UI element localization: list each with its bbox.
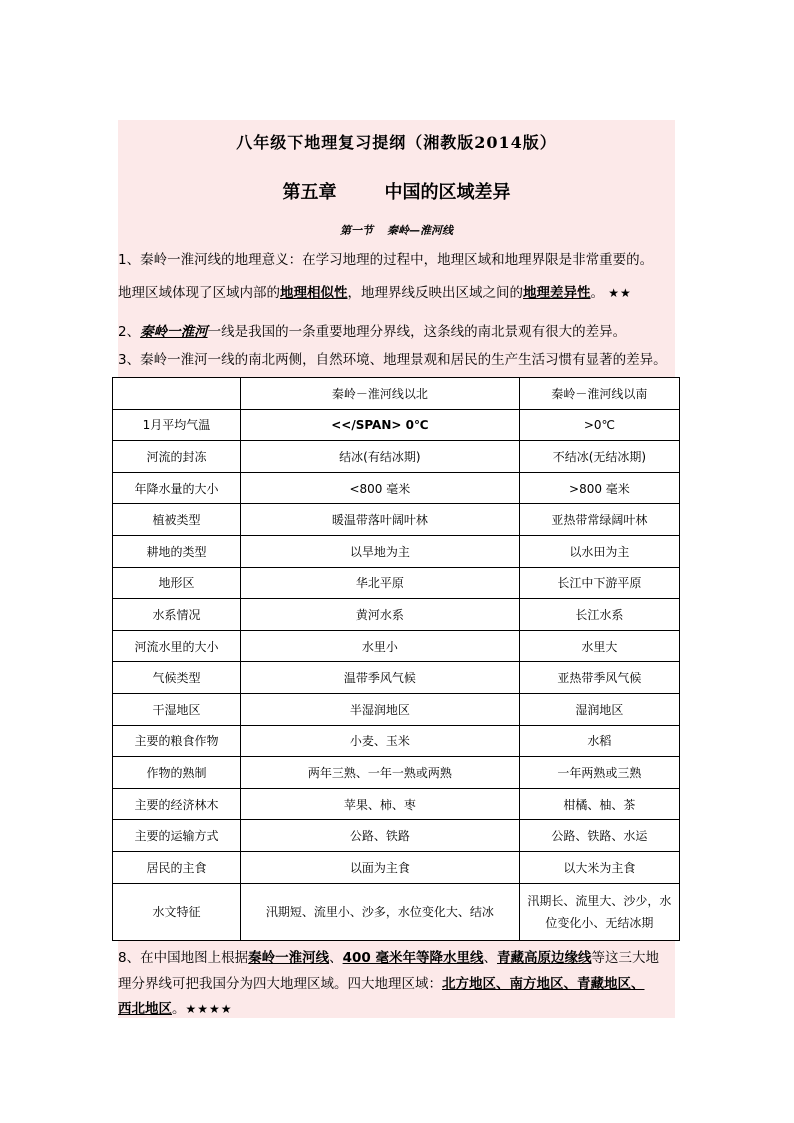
table-cell-south: 以大米为主食 bbox=[519, 851, 679, 883]
table-row bbox=[113, 883, 680, 940]
importance-stars: ★★★★ bbox=[185, 1002, 233, 1016]
key-term: 青藏高原边缘线 bbox=[496, 950, 592, 966]
text-run: 地理区域体现了区域内部的 bbox=[118, 285, 280, 301]
text-run: 等这三大地 bbox=[591, 950, 659, 966]
table-cell-south: 亚热带常绿阔叶林 bbox=[519, 504, 679, 536]
table-cell-north: 以面为主食 bbox=[240, 851, 519, 883]
table-cell-south: 亚热带季风气候 bbox=[519, 662, 679, 694]
table-cell-south: 长江中下游平原 bbox=[519, 567, 679, 599]
table-row-label: 主要的运输方式 bbox=[113, 820, 241, 852]
table-row bbox=[113, 851, 680, 883]
chapter-number: 第五章 bbox=[282, 182, 337, 203]
table-cell-north: 小麦、玉米 bbox=[240, 725, 519, 757]
text-run: 2、 bbox=[118, 324, 141, 340]
table-cell-south: >0℃ bbox=[519, 409, 679, 441]
key-term: 地理差异性 bbox=[523, 285, 591, 301]
table-row-label: 河流的封冻 bbox=[113, 441, 241, 473]
table-cell-north: 结冰(有结冰期) bbox=[240, 441, 519, 473]
importance-stars: ★★ bbox=[608, 286, 632, 300]
table-row-label: 1月平均气温 bbox=[113, 409, 241, 441]
table-cell-north: 苹果、柿、枣 bbox=[240, 788, 519, 820]
cell-line: 汛期长、流里大、沙少，水 bbox=[527, 893, 672, 908]
table-row-label: 地形区 bbox=[113, 567, 241, 599]
table-row-label: 干湿地区 bbox=[113, 693, 241, 725]
table-cell-south: 湿润地区 bbox=[519, 693, 679, 725]
key-term: 地理相似性 bbox=[280, 285, 348, 301]
table-cell-south: 长江水系 bbox=[519, 599, 679, 631]
chapter-title: 中国的区域差异 bbox=[384, 182, 511, 203]
table-row bbox=[113, 630, 680, 662]
table-cell-north: 汛期短、流里小、沙多，水位变化大、结冰 bbox=[240, 883, 519, 940]
text-run: 。 bbox=[172, 1001, 186, 1017]
table-row bbox=[113, 788, 680, 820]
table-row-label: 耕地的类型 bbox=[113, 535, 241, 567]
paragraph-1-line-1: 1、秦岭一淮河线的地理意义：在学习地理的过程中，地理区域和地理界限是非常重要的。 bbox=[118, 252, 654, 268]
table-row-label: 水系情况 bbox=[113, 599, 241, 631]
section-heading bbox=[118, 222, 675, 238]
table-row-label: 植被类型 bbox=[113, 504, 241, 536]
table-header-cell: 秦岭－淮河线以北 bbox=[240, 378, 519, 410]
table-row-label: 作物的熟制 bbox=[113, 757, 241, 789]
key-term: 秦岭一淮河线 bbox=[248, 950, 330, 966]
table-header-cell: 秦岭－淮河线以南 bbox=[519, 378, 679, 410]
table-row bbox=[113, 441, 680, 473]
text-run: 、 bbox=[329, 950, 343, 966]
table-row bbox=[113, 409, 680, 441]
table-cell-south: 水里大 bbox=[519, 630, 679, 662]
table-row-label: 主要的粮食作物 bbox=[113, 725, 241, 757]
table-row bbox=[113, 504, 680, 536]
table-row-label: 居民的主食 bbox=[113, 851, 241, 883]
table-header-cell bbox=[113, 378, 241, 410]
paragraph-2 bbox=[118, 318, 698, 346]
table-cell-north: 公路、铁路 bbox=[240, 820, 519, 852]
table-row-label: 年降水量的大小 bbox=[113, 472, 241, 504]
table-cell-north: <800 毫米 bbox=[240, 472, 519, 504]
table-cell-north: 以旱地为主 bbox=[240, 535, 519, 567]
table-row bbox=[113, 757, 680, 789]
table-row bbox=[113, 662, 680, 694]
table-cell-south: 一年两熟或三熟 bbox=[519, 757, 679, 789]
text-run: ，地理界线反映出区域之间的 bbox=[347, 285, 523, 301]
table-cell-north: 半湿润地区 bbox=[240, 693, 519, 725]
table-row-label: 水文特征 bbox=[113, 883, 241, 940]
table-cell-north: 两年三熟、一年一熟或两熟 bbox=[240, 757, 519, 789]
table-row-label: 河流水里的大小 bbox=[113, 630, 241, 662]
table-row bbox=[113, 567, 680, 599]
table-cell-south: 水稻 bbox=[519, 725, 679, 757]
table-cell-south: >800 毫米 bbox=[519, 472, 679, 504]
section-title: 秦岭—淮河线 bbox=[387, 224, 453, 237]
table-row bbox=[113, 693, 680, 725]
key-term: 北方地区、南方地区、青藏地区、 bbox=[442, 976, 645, 992]
text-run: 一线是我国的一条重要地理分界线，这条线的南北景观有很大的差异。 bbox=[207, 324, 627, 340]
paragraph-8-line-3 bbox=[118, 995, 698, 1023]
text-run: 8、在中国地图上根据 bbox=[118, 950, 249, 966]
text-run: 。 bbox=[590, 285, 604, 301]
table-cell-south: 以水田为主 bbox=[519, 535, 679, 567]
text-run: 理分界线可把我国分为四大地理区域。四大地理区域： bbox=[118, 976, 442, 992]
table-row-label: 主要的经济林木 bbox=[113, 788, 241, 820]
table-row bbox=[113, 472, 680, 504]
table-cell-south: 公路、铁路、水运 bbox=[519, 820, 679, 852]
paragraph-8-line-1 bbox=[118, 944, 698, 972]
key-term: 西北地区 bbox=[118, 1001, 172, 1017]
table-cell-north: 暖温带落叶阔叶林 bbox=[240, 504, 519, 536]
paragraph-8-line-2 bbox=[118, 970, 698, 998]
cell-line: 位变化小、无结冰期 bbox=[545, 915, 654, 930]
table-row bbox=[113, 535, 680, 567]
document-title: 八年级下地理复习提纲（湘教版2014版） bbox=[236, 133, 557, 152]
table-row bbox=[113, 599, 680, 631]
table-cell-north: 黄河水系 bbox=[240, 599, 519, 631]
table-cell-south: 不结冰(无结冰期) bbox=[519, 441, 679, 473]
comparison-table bbox=[112, 377, 680, 941]
table-row-label: 气候类型 bbox=[113, 662, 241, 694]
section-number: 第一节 bbox=[340, 224, 373, 237]
key-term: 秦岭一淮河 bbox=[140, 324, 208, 340]
table-cell-south bbox=[519, 883, 679, 940]
table-cell-north: <</SPAN> 0℃ bbox=[240, 409, 519, 441]
text-run: 、 bbox=[483, 950, 497, 966]
paragraph-1-line-2 bbox=[118, 279, 698, 307]
table-cell-south: 柑橘、柚、茶 bbox=[519, 788, 679, 820]
table-cell-north: 温带季风气候 bbox=[240, 662, 519, 694]
table-row bbox=[113, 820, 680, 852]
table-cell-north: 华北平原 bbox=[240, 567, 519, 599]
table-cell-north: 水里小 bbox=[240, 630, 519, 662]
chapter-heading bbox=[118, 178, 675, 204]
table-row bbox=[113, 725, 680, 757]
paragraph-3: 3、秦岭一淮河一线的南北两侧，自然环境、地理景观和居民的生产生活习惯有显著的差异。 bbox=[118, 352, 667, 368]
key-term: 400 毫米年等降水里线 bbox=[342, 950, 484, 966]
table-header-row bbox=[113, 378, 680, 410]
